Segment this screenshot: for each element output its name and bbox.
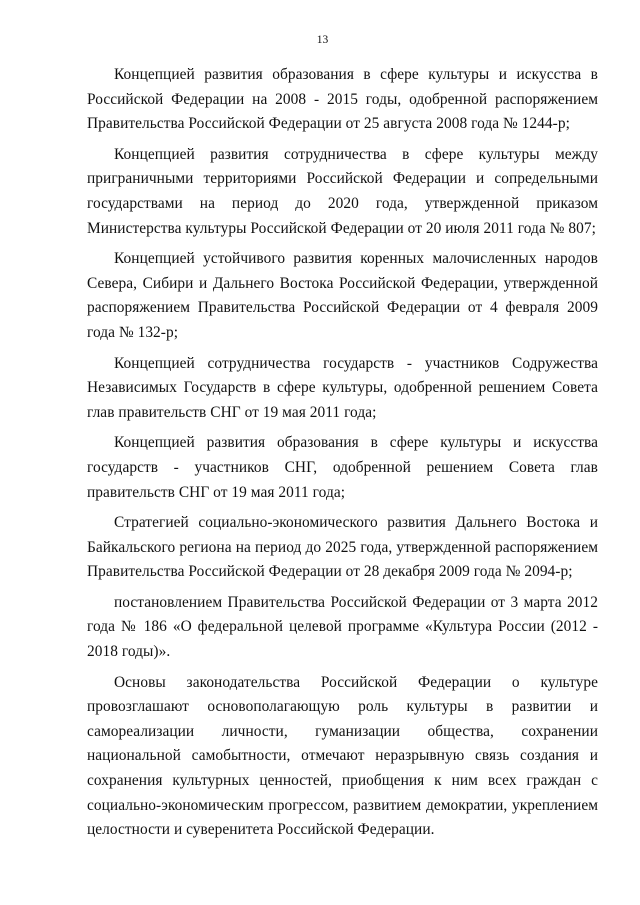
paragraph-government-resolution: постановлением Правительства Российской Федерации от 3 марта 2012 года № 186 «О федеральной целевой программе «Культура России (2012 - 2018 годы)». [87, 593, 598, 661]
paragraph-far-east-strategy: Стратегией социально-экономического развития Дальнего Востока и Байкальского региона на период до 2025 года, утвержденной распоряжением Правительства Российской Федерации от 28 декабря 2009 года № 2094-р; [87, 514, 598, 581]
paragraph-education-concept-rf: Концепцией развития образования в сфере культуры и искусства в Российской Федерации на 2008 - 2015 годы, одобренной распоряжением Правительства Российской Федерации от 25 августа 2008 года № 1244-р; [87, 66, 598, 133]
paragraph-indigenous-peoples-concept: Концепцией устойчивого развития коренных малочисленных народов Севера, Сибири и Дальнего Востока Российской Федерации, утвержденной распоряжением Правительства Российской Федерации от 4 февраля 2009 года № 132-р; [87, 250, 598, 341]
paragraph-border-cooperation-concept: Концепцией развития сотрудничества в сфере культуры между приграничными территориями Российской Федерации и сопредельными государствами на период до 2020 года, утвержденной приказом Министерства культуры Российской Федерации от 20 июля 2011 года № 807; [87, 145, 598, 237]
paragraph-culture-law-fundamentals: Основы законодательства Российской Федерации о культуре провозглашают основополагающую роль культуры в развитии и самореализации личности, гуманизации общества, сохранении национальной самобытности, отмечают неразрывную связь создания и сохранения культурных ценностей, приобщения к ним всех граждан с социально-экономическим прогрессом, развитием демократии, укреплением целостности и суверенитета Российской Федерации. [87, 673, 598, 839]
page-number: 13 [316, 34, 329, 46]
paragraph-cis-cooperation-concept: Концепцией сотрудничества государств - участников Содружества Независимых Государств в сфере культуры, одобренной решением Совета глав правительств СНГ от 19 мая 2011 года; [87, 354, 598, 421]
paragraph-cis-education-concept: Концепцией развития образования в сфере культуры и искусства государств - участников СНГ, одобренной решением Совета глав правительств СНГ от 19 мая 2011 года; [87, 434, 598, 501]
